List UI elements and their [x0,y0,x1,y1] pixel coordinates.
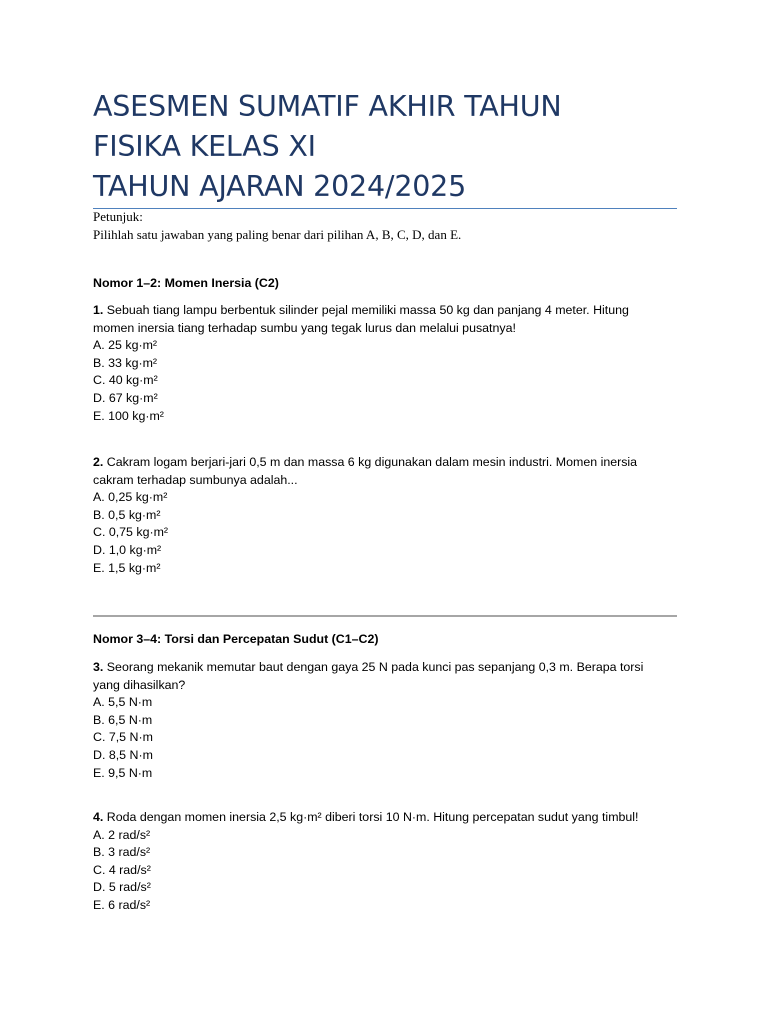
option-b: B. 6,5 N·m [93,712,153,727]
question-number: 2. [93,455,104,469]
section-divider [93,615,677,617]
question-stem-line-1: Cakram logam berjari-jari 0,5 m dan massa 6 kg digunakan dalam mesin industri. Momen inersia [106,455,638,469]
option-c: C. 4 rad/s² [93,862,151,877]
question-1 [93,302,683,425]
question-stem-line-1: Roda dengan momen inersia 2,5 kg·m² diberi torsi 10 N·m. Hitung percepatan sudut yang timbul! [106,810,639,824]
option-d: D. 67 kg·m² [93,390,158,405]
section-heading-1: Nomor 1–2: Momen Inersia (C2) [93,276,279,290]
instructions-text: Pilihlah satu jawaban yang paling benar dari pilihan A, B, C, D, dan E. [93,227,462,242]
question-stem-line-2: momen inersia tiang terhadap sumbu yang tegak lurus dan melalui pusatnya! [93,320,516,335]
question-stem [93,302,683,320]
section-heading-2: Nomor 3–4: Torsi dan Percepatan Sudut (C1–C2) [93,632,379,646]
option-e: E. 1,5 kg·m² [93,560,161,575]
option-b: B. 33 kg·m² [93,355,158,370]
question-number: 1. [93,303,104,317]
question-number: 3. [93,660,104,674]
document-title [93,87,562,207]
option-a: A. 5,5 N·m [93,695,153,710]
option-b: B. 3 rad/s² [93,845,151,860]
instructions [93,208,461,244]
title-line-1: ASESMEN SUMATIF AKHIR TAHUN [93,90,562,123]
option-e: E. 100 kg·m² [93,408,164,423]
question-stem [93,454,683,472]
option-b: B. 0,5 kg·m² [93,507,161,522]
option-e: E. 9,5 N·m [93,765,153,780]
question-stem [93,809,683,827]
option-a: A. 0,25 kg·m² [93,490,168,505]
option-d: D. 8,5 N·m [93,747,153,762]
title-line-3: TAHUN AJARAN 2024/2025 [93,170,467,203]
option-a: A. 25 kg·m² [93,338,158,353]
question-3 [93,659,683,782]
instructions-label: Petunjuk: [93,209,143,224]
option-c: C. 40 kg·m² [93,373,158,388]
option-c: C. 7,5 N·m [93,730,153,745]
question-stem-line-1: Seorang mekanik memutar baut dengan gaya 25 N pada kunci pas sepanjang 0,3 m. Berapa torsi [106,660,644,674]
question-4 [93,809,683,915]
question-stem [93,659,683,677]
option-d: D. 5 rad/s² [93,880,151,895]
title-line-2: FISIKA KELAS XI [93,130,316,163]
question-stem-line-2: cakram terhadap sumbunya adalah... [93,472,298,487]
question-number: 4. [93,810,104,824]
question-stem-line-1: Sebuah tiang lampu berbentuk silinder pejal memiliki massa 50 kg dan panjang 4 meter. Hitung [106,303,629,317]
question-2 [93,454,683,577]
option-e: E. 6 rad/s² [93,897,151,912]
option-c: C. 0,75 kg·m² [93,525,169,540]
option-a: A. 2 rad/s² [93,827,151,842]
question-stem-line-2: yang dihasilkan? [93,677,186,692]
option-d: D. 1,0 kg·m² [93,542,162,557]
